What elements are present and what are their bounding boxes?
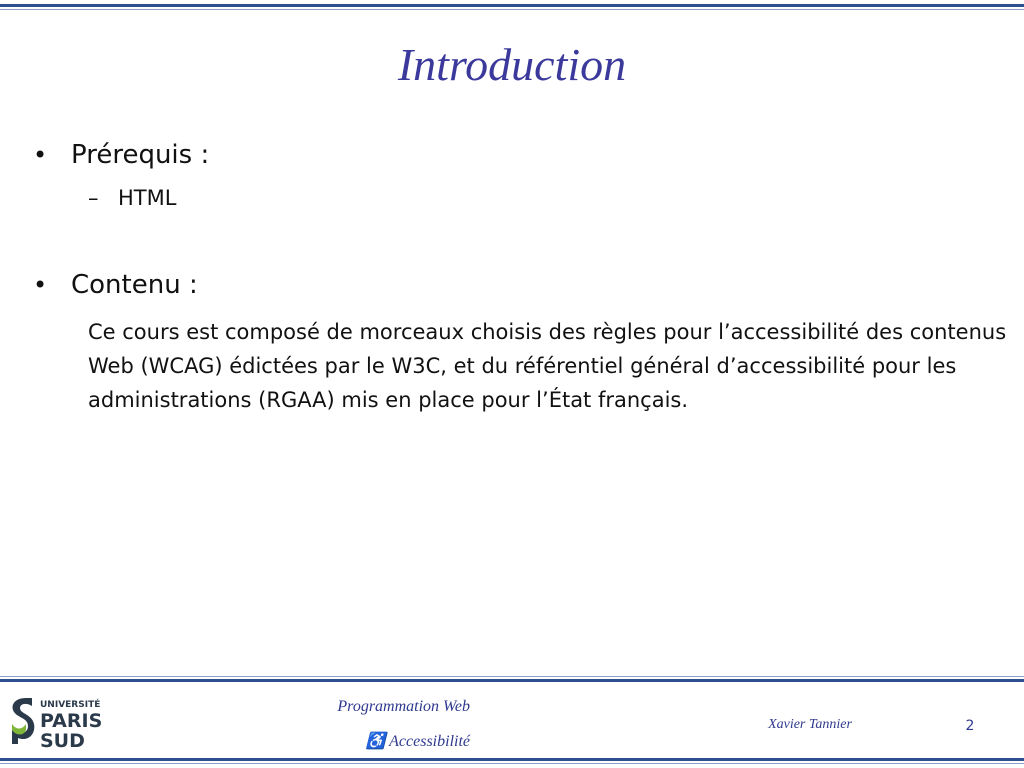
accessibility-icon: ♿ xyxy=(365,733,386,750)
footer-subtitle xyxy=(290,731,470,751)
bullet-marker: • xyxy=(33,271,48,299)
footer-border xyxy=(0,679,1024,682)
bullet-marker: • xyxy=(33,141,48,169)
logo-line-3: SUD xyxy=(40,730,85,750)
footer-author: Xavier Tannier xyxy=(768,717,852,732)
slide-title: Introduction xyxy=(397,39,627,90)
top-border xyxy=(0,4,1024,7)
bullet-contenu xyxy=(33,270,198,300)
bullet-label-contenu: Contenu : xyxy=(71,270,198,300)
subbullet-label-html: HTML xyxy=(118,186,177,210)
logo-s-shape xyxy=(12,698,34,744)
footer-border-thin xyxy=(0,676,1024,677)
bullet-label-prerequis: Prérequis : xyxy=(71,140,210,170)
page-number: 2 xyxy=(965,718,975,734)
top-border-thin xyxy=(0,9,1024,10)
bottom-border-thin xyxy=(0,763,1024,764)
bottom-border xyxy=(0,758,1024,761)
footer-subtitle-text: Accessibilité xyxy=(389,733,470,750)
bullet-prerequis xyxy=(33,140,209,170)
logo-line-2: PARIS xyxy=(40,710,103,732)
subbullet-marker: – xyxy=(88,186,99,210)
universite-paris-sud-logo xyxy=(6,694,116,750)
subbullet-html xyxy=(88,186,176,210)
contenu-paragraph: Ce cours est composé de morceaux choisis des règles pour l’accessibilité des contenus Web (WCAG) édictées par le W3C, et du référentiel général d’accessibilité pour les administrations (RGAA) mis en place pour l’État français. xyxy=(88,320,1007,412)
footer-course-title: Programmation Web xyxy=(337,698,470,715)
logo-line-1: UNIVERSITÉ xyxy=(40,700,101,710)
